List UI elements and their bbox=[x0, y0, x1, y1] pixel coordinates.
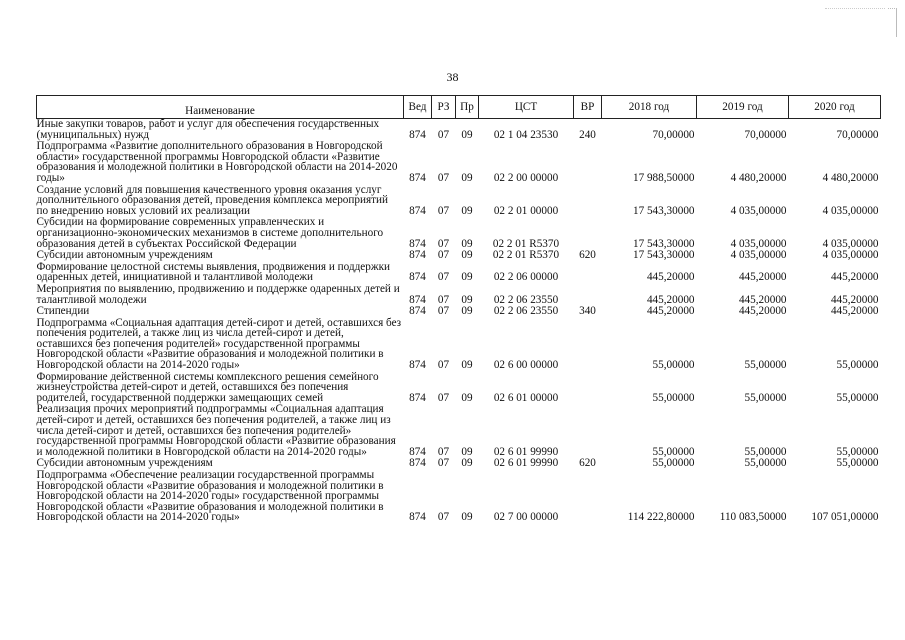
row-2019: 4 480,20000 bbox=[730, 171, 787, 184]
row-vr bbox=[574, 318, 602, 372]
row-2018: 70,00000 bbox=[652, 128, 695, 141]
row-2019: 4 035,00000 bbox=[730, 249, 787, 262]
row-pr: 09 bbox=[461, 204, 473, 217]
header-cst: ЦСТ bbox=[479, 96, 574, 119]
budget-table bbox=[36, 95, 881, 524]
row-ved: 874 bbox=[409, 271, 426, 284]
row-2018: 17 543,30000 bbox=[632, 249, 695, 262]
header-2019: 2019 год bbox=[697, 96, 789, 119]
header-pr: Пр bbox=[456, 96, 479, 119]
row-ved: 874 bbox=[409, 391, 426, 404]
row-cst: 02 2 06 23550 bbox=[493, 293, 559, 306]
row-rz: 07 bbox=[437, 249, 450, 262]
row-2018: 445,20000 bbox=[646, 293, 695, 306]
table-row bbox=[37, 141, 881, 184]
header-name: Наименование bbox=[37, 96, 404, 119]
row-rz: 07 bbox=[437, 511, 450, 524]
row-cst: 02 6 01 99990 bbox=[493, 457, 559, 470]
table-row bbox=[37, 185, 881, 218]
row-cst: 02 2 01 R5370 bbox=[492, 249, 560, 262]
row-cst: 02 1 04 23530 bbox=[493, 128, 559, 141]
row-name: Формирование целостной системы выявления, продвижения и поддержки одаренных детей, инициативной и талантливой молодежи bbox=[36, 260, 390, 284]
row-ved: 874 bbox=[409, 237, 426, 250]
row-cst: 02 2 01 R5370 bbox=[492, 237, 560, 250]
row-ved: 874 bbox=[409, 359, 426, 372]
row-ved: 874 bbox=[409, 445, 426, 458]
row-vr bbox=[574, 404, 602, 458]
row-2020: 55,00000 bbox=[836, 391, 879, 404]
row-ved: 874 bbox=[409, 293, 426, 306]
header-ved: Вед bbox=[404, 96, 432, 119]
table-body bbox=[37, 119, 881, 524]
page-corner-dash bbox=[825, 8, 885, 9]
row-pr: 09 bbox=[461, 128, 473, 141]
row-2019: 4 035,00000 bbox=[730, 204, 787, 217]
row-pr: 09 bbox=[461, 237, 473, 250]
row-name: Мероприятия по выявлению, продвижению и поддержке одаренных детей и талантливой молодежи bbox=[36, 282, 400, 306]
row-rz: 07 bbox=[437, 445, 450, 458]
row-2018: 55,00000 bbox=[652, 391, 695, 404]
row-2020: 4 480,20000 bbox=[822, 171, 879, 184]
row-2020: 55,00000 bbox=[836, 359, 879, 372]
row-cst: 02 6 00 00000 bbox=[493, 359, 559, 372]
header-2018: 2018 год bbox=[602, 96, 697, 119]
header-vr: ВР bbox=[574, 96, 602, 119]
row-2020: 55,00000 bbox=[836, 457, 879, 470]
row-cst: 02 2 01 00000 bbox=[493, 204, 559, 217]
table-row bbox=[37, 250, 881, 262]
row-2019: 445,20000 bbox=[738, 305, 787, 318]
row-pr: 09 bbox=[461, 249, 473, 262]
row-name: Формирование действенной системы комплексного решения семейного жизнеустройства детей-сирот и детей, оставшихся без попечения родителей, государственной поддержки замещающих семей bbox=[36, 370, 379, 404]
row-rz: 07 bbox=[437, 457, 450, 470]
row-ved: 874 bbox=[409, 457, 426, 470]
row-pr: 09 bbox=[461, 305, 473, 318]
row-cst: 02 6 01 00000 bbox=[493, 391, 559, 404]
row-cst: 02 2 00 00000 bbox=[493, 171, 559, 184]
row-name: Иные закупки товаров, работ и услуг для обеспечения государственных (муниципальных) нужд bbox=[36, 118, 380, 141]
row-2018: 17 543,30000 bbox=[632, 204, 695, 217]
row-2018: 445,20000 bbox=[646, 271, 695, 284]
row-cst: 02 2 06 23550 bbox=[493, 305, 559, 318]
row-cst: 02 6 01 99990 bbox=[493, 445, 559, 458]
row-pr: 09 bbox=[461, 445, 473, 458]
row-pr: 09 bbox=[461, 271, 473, 284]
row-2020: 107 051,00000 bbox=[811, 511, 879, 524]
row-cst: 02 7 00 00000 bbox=[493, 511, 559, 524]
row-rz: 07 bbox=[437, 237, 450, 250]
row-2019: 55,00000 bbox=[744, 445, 787, 458]
row-2020: 4 035,00000 bbox=[822, 237, 879, 250]
row-vr bbox=[574, 141, 602, 184]
table-row bbox=[37, 284, 881, 306]
table-row bbox=[37, 470, 881, 524]
row-cst: 02 2 06 00000 bbox=[493, 271, 559, 284]
row-rz: 07 bbox=[437, 305, 450, 318]
row-name: Создание условий для повышения качественного уровня оказания услуг дополнительного образования детей, проведения комплекса мероприятий по внедрению новых условий их реализации bbox=[36, 183, 388, 217]
row-name: Субсидии автономным учреждениям bbox=[36, 457, 213, 470]
row-ved: 874 bbox=[409, 171, 426, 184]
row-2018: 55,00000 bbox=[652, 457, 695, 470]
row-2019: 110 083,50000 bbox=[719, 511, 787, 524]
row-vr bbox=[574, 217, 602, 250]
row-2018: 55,00000 bbox=[652, 359, 695, 372]
row-pr: 09 bbox=[461, 511, 473, 524]
row-name: Реализация прочих мероприятий подпрограммы «Социальная адаптация детей-сирот и детей, оставшихся без попечения родителей, а также лиц из числа детей-сирот и детей, оставшихся без попечения родителей» государственной программы Новгородской области «Развитие образования и молодежной политики в Новгородской области на 2014-2020 годы» bbox=[36, 403, 396, 458]
row-vr: 240 bbox=[579, 128, 596, 141]
row-2019: 55,00000 bbox=[744, 359, 787, 372]
row-2019: 55,00000 bbox=[744, 457, 787, 470]
row-name: Субсидии на формирование современных управленческих и организационно-экономических механизмов в системе дополнительного образования детей в субъектах Российской Федерации bbox=[36, 216, 384, 250]
row-2020: 4 035,00000 bbox=[822, 204, 879, 217]
table-row bbox=[37, 318, 881, 372]
row-2018: 445,20000 bbox=[646, 305, 695, 318]
row-pr: 09 bbox=[461, 457, 473, 470]
row-vr: 340 bbox=[579, 305, 596, 318]
row-ved: 874 bbox=[409, 128, 426, 141]
row-2019: 55,00000 bbox=[744, 391, 787, 404]
row-vr bbox=[574, 262, 602, 284]
row-rz: 07 bbox=[437, 293, 450, 306]
row-2019: 4 035,00000 bbox=[730, 237, 787, 250]
row-2018: 55,00000 bbox=[652, 445, 695, 458]
row-vr bbox=[574, 470, 602, 524]
header-rz: РЗ bbox=[432, 96, 456, 119]
row-2019: 70,00000 bbox=[744, 128, 787, 141]
table-row bbox=[37, 217, 881, 250]
row-rz: 07 bbox=[437, 204, 450, 217]
row-name: Стипендии bbox=[36, 305, 90, 318]
table-header-row bbox=[37, 96, 881, 119]
page-number: 38 bbox=[446, 70, 459, 84]
row-ved: 874 bbox=[409, 249, 426, 262]
row-2020: 55,00000 bbox=[836, 445, 879, 458]
row-pr: 09 bbox=[461, 171, 473, 184]
row-vr: 620 bbox=[579, 249, 596, 262]
row-2019: 445,20000 bbox=[738, 293, 787, 306]
row-pr: 09 bbox=[461, 359, 473, 372]
row-name: Подпрограмма «Развитие дополнительного образования в Новгородской области» государственной программы Новгородской области «Развитие образования и молодежной политики в Новгородской области на 2014-2020 годы» bbox=[36, 140, 398, 184]
row-ved: 874 bbox=[409, 305, 426, 318]
row-rz: 07 bbox=[437, 128, 450, 141]
page-corner-mark bbox=[888, 8, 897, 37]
table-row bbox=[37, 372, 881, 405]
row-2020: 445,20000 bbox=[830, 271, 879, 284]
row-vr: 620 bbox=[579, 457, 596, 470]
row-2018: 114 222,80000 bbox=[627, 511, 695, 524]
row-name: Подпрограмма «Социальная адаптация детей-сирот и детей, оставшихся без попечения родителей, а также лиц из числа детей-сирот и детей, оставшихся без попечения родителей» государственной программы Новгородской области «Развитие образования и молодежной политики в Новгородской области на 2014-2020 годы» bbox=[36, 316, 402, 372]
row-name: Субсидии автономным учреждениям bbox=[36, 249, 213, 262]
row-pr: 09 bbox=[461, 391, 473, 404]
table-row bbox=[37, 262, 881, 284]
row-ved: 874 bbox=[409, 511, 426, 524]
table-row bbox=[37, 119, 881, 142]
row-2019: 445,20000 bbox=[738, 271, 787, 284]
row-vr bbox=[574, 185, 602, 218]
table-row bbox=[37, 404, 881, 458]
row-2020: 4 035,00000 bbox=[822, 249, 879, 262]
row-ved: 874 bbox=[409, 204, 426, 217]
row-2020: 445,20000 bbox=[830, 293, 879, 306]
row-2020: 445,20000 bbox=[830, 305, 879, 318]
row-rz: 07 bbox=[437, 359, 450, 372]
row-2018: 17 988,50000 bbox=[632, 171, 695, 184]
table-row bbox=[37, 306, 881, 318]
row-pr: 09 bbox=[461, 293, 473, 306]
row-2018: 17 543,30000 bbox=[632, 237, 695, 250]
row-rz: 07 bbox=[437, 271, 450, 284]
row-vr bbox=[574, 372, 602, 405]
row-2020: 70,00000 bbox=[836, 128, 879, 141]
row-name: Подпрограмма «Обеспечение реализации государственной программы Новгородской области «Развитие образования и молодежной политики в Новгородской области на 2014-2020 годы» государственной программы Новгородской области «Развитие образования и молодежной политики в Новгородской области на 2014-2020 годы» bbox=[36, 469, 384, 524]
row-rz: 07 bbox=[437, 391, 450, 404]
row-vr bbox=[574, 284, 602, 306]
header-2020: 2020 год bbox=[789, 96, 881, 119]
row-rz: 07 bbox=[437, 171, 450, 184]
